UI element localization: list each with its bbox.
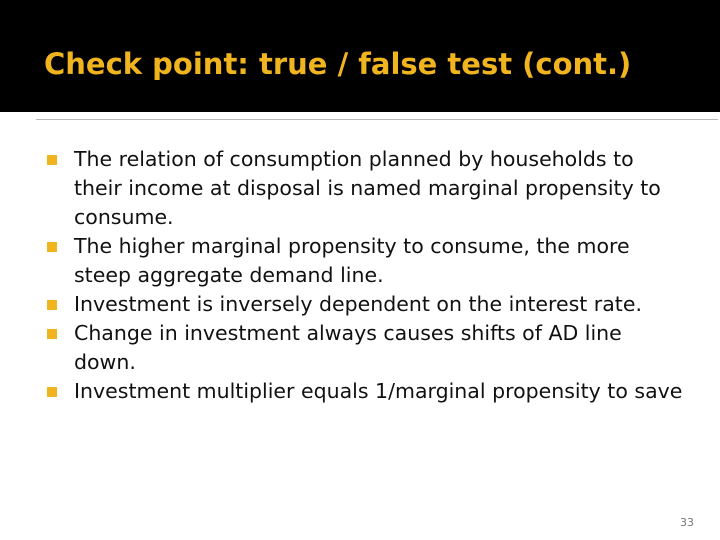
bullet-item (44, 145, 684, 232)
bullet-text: The relation of consumption planned by households to their income at disposal is named marginal propensity to consume. (74, 147, 661, 229)
slide-title: Check point: true / false test (cont.) (44, 47, 632, 81)
square-bullet-icon (47, 155, 57, 165)
bullet-item (44, 319, 684, 377)
bullet-text: Change in investment always causes shifts of AD line down. (74, 321, 622, 374)
bullet-list (44, 145, 684, 406)
bullet-item (44, 290, 684, 319)
bullet-text: Investment is inversely dependent on the interest rate. (74, 292, 642, 316)
title-divider (36, 119, 718, 120)
bullet-item (44, 377, 684, 406)
bullet-text: The higher marginal propensity to consume, the more steep aggregate demand line. (74, 234, 630, 287)
square-bullet-icon (47, 242, 57, 252)
square-bullet-icon (47, 300, 57, 310)
square-bullet-icon (47, 329, 57, 339)
title-bar (0, 0, 720, 112)
square-bullet-icon (47, 387, 57, 397)
bullet-item (44, 232, 684, 290)
bullet-text: Investment multiplier equals 1/marginal propensity to save (74, 379, 683, 403)
page-number: 33 (680, 516, 694, 529)
